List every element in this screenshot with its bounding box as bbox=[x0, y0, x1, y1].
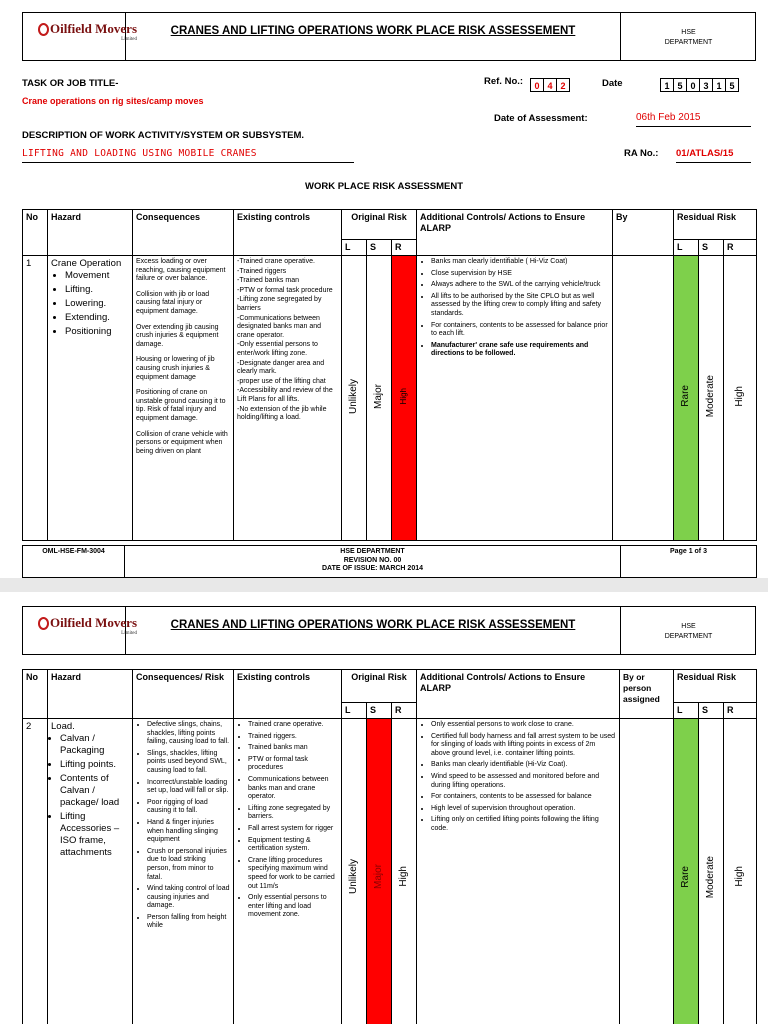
by-cell bbox=[613, 256, 674, 541]
col-hazard: Hazard bbox=[48, 210, 133, 256]
page-number: Page 1 of 3 bbox=[621, 546, 757, 578]
assessment-date-value: 06th Feb 2015 bbox=[636, 112, 751, 127]
res-l-header: L bbox=[674, 703, 699, 719]
orig-severity-major: Major bbox=[367, 719, 392, 1024]
orig-l-header: L bbox=[342, 240, 367, 256]
col-consequences: Consequences bbox=[133, 210, 234, 256]
res-l-header: L bbox=[674, 240, 699, 256]
col-by: By bbox=[613, 210, 674, 256]
table-row bbox=[23, 719, 757, 1024]
consequences-cell: • Defective slings, chains, shackles, lifting points failing, causing load to fall. • Slings, shackles, lifting points used beyond SWL, causing load to fall. • Incorrect/unstable loading set up, load will fall or slip. • Poor rigging of load causing it to fall. • Hand & finger injuries when handling slinging equipment • Crush or personal injuries due to load striking person, from minor to fatal. • Wind taking control of load causing injuries and damage. • Person falling from height while bbox=[133, 719, 234, 1024]
col-additional-controls: Additional Controls/ Actions to Ensure ALARP bbox=[417, 670, 620, 719]
ref-label: Ref. No.: bbox=[484, 76, 524, 87]
document-title: CRANES AND LIFTING OPERATIONS WORK PLACE RISK ASSESSEMENT bbox=[170, 25, 576, 37]
orig-risk-high: High bbox=[392, 256, 417, 541]
ref-number: 0 4 2 bbox=[530, 76, 569, 94]
col-additional-controls: Additional Controls/ Actions to Ensure ALARP bbox=[417, 210, 613, 256]
orig-l-header: L bbox=[342, 703, 367, 719]
orig-risk: High bbox=[392, 719, 417, 1024]
col-consequences-risk: Consequences/ Risk bbox=[133, 670, 234, 719]
task-label: TASK OR JOB TITLE- bbox=[22, 78, 119, 89]
orig-r-header: R bbox=[392, 703, 417, 719]
form-number: OML-HSE-FM-3004 bbox=[23, 546, 125, 578]
dept-label: HSE DEPARTMENT bbox=[664, 623, 713, 640]
task-value: Crane operations on rig sites/camp moves bbox=[22, 96, 204, 106]
risk-table-1 bbox=[22, 209, 757, 541]
footer-center: HSE DEPARTMENT REVISION NO. 00 DATE OF ISSUE: MARCH 2014 bbox=[125, 546, 621, 578]
additional-controls-cell: • Only essential persons to work close to crane. • Certified full body harness and fall arrest system to be used for slinging of loads with lifting points in excess of 2m above ground level, i.e. container lifting points. • Banks man clearly identifiable (Hi-Viz Coat). • Wind speed to be assessed and monitored before and during lifting operations. • For containers, contents to be assessed for balance • High level of supervision throughout operation. • Lifting only on certified lifting points following the lifting code. bbox=[417, 719, 620, 1024]
desc-value: LIFTING AND LOADING USING MOBILE CRANES bbox=[22, 148, 354, 163]
table-row bbox=[23, 256, 757, 541]
orig-r-header: R bbox=[392, 240, 417, 256]
row-number: 1 bbox=[23, 256, 48, 541]
by-cell bbox=[620, 719, 674, 1024]
res-severity: Moderate bbox=[699, 719, 724, 1024]
ra-value: 01/ATLAS/15 bbox=[676, 148, 751, 163]
orig-likelihood: Unlikely bbox=[342, 719, 367, 1024]
date-label: Date bbox=[602, 78, 623, 89]
res-risk: High bbox=[724, 256, 757, 541]
res-severity: Moderate bbox=[699, 256, 724, 541]
col-residual-risk: Residual Risk bbox=[674, 670, 757, 703]
col-no: No bbox=[23, 670, 48, 719]
controls-cell: -Trained crane operative. -Trained riggers -Trained banks man -PTW or formal task procedure -Lifting zone segregated by barriers -Communications between designated banks man and crane operator. -Only essential persons to enter/work lifting zone. -Designate danger area and clearly mark. -proper use of the lifting chat -Accessibility and review of the Lift Plans for all lifts. -No extension of the jib while holding/lifting a load. bbox=[234, 256, 342, 541]
risk-table-2 bbox=[22, 669, 757, 1024]
hazard-cell: Crane Operation • Movement • Lifting. • Lowering. • Extending. • Positioning bbox=[48, 256, 133, 541]
res-s-header: S bbox=[699, 240, 724, 256]
section-title: WORK PLACE RISK ASSESSMENT bbox=[305, 181, 463, 192]
col-hazard: Hazard bbox=[48, 670, 133, 719]
col-residual-risk: Residual Risk bbox=[674, 210, 757, 240]
page-2 bbox=[0, 592, 768, 1024]
controls-cell: • Trained crane operative. • Trained riggers. • Trained banks man • PTW or formal task procedures • Communications between banks man and crane operator. • Lifting zone segregated by barriers. • Fall arrest system for rigger • Equipment testing & certification system. • Crane lifting procedures specifying maximum wind speed for work to be carried out 11m/s • Only essential persons to enter lifting and load movement zone. bbox=[234, 719, 342, 1024]
row-number: 2 bbox=[23, 719, 48, 1024]
col-original-risk: Original Risk bbox=[342, 210, 417, 240]
orig-s-header: S bbox=[367, 240, 392, 256]
col-by-person: By or person assigned bbox=[620, 670, 674, 719]
col-original-risk: Original Risk bbox=[342, 670, 417, 703]
orig-likelihood: Unlikely bbox=[342, 256, 367, 541]
res-likelihood: Rare bbox=[674, 719, 699, 1024]
hazard-cell: Load. • Calvan / Packaging • Lifting points. • Contents of Calvan / package/ load • Lifting Accessories – ISO frame, attachments bbox=[48, 719, 133, 1024]
res-s-header: S bbox=[699, 703, 724, 719]
col-existing-controls: Existing controls bbox=[234, 670, 342, 719]
additional-controls-cell: • Banks man clearly identifiable ( Hi-Viz Coat) • Close supervision by HSE • Always adhere to the SWL of the carrying vehicle/truck • All lifts to be authorised by the Site CPLO but as well assessed by the lifting crew to comply lifting and safety standards. • For containers, contents to be assessed for balance prior to each lift. • Manufacturer' crane safe use requirements and directions to be followed. bbox=[417, 256, 613, 541]
col-existing-controls: Existing controls bbox=[234, 210, 342, 256]
ra-label: RA No.: bbox=[624, 148, 659, 159]
res-likelihood: Rare bbox=[674, 256, 699, 541]
col-no: No bbox=[23, 210, 48, 256]
consequences-cell: Excess loading or over reaching, causing equipment failure or over balance. Collision with jib or load causing fatal injury or equipment damage. Over extending jib causing crush injuries & equipment damage. Housing or lowering of jib causing crush injuries & equipment damage Positioning of crane on unstable ground causing it to tip. Risk of fatal injury and equipment damage. Collision of crane vehicle with persons or equipment when being driven on plant bbox=[133, 256, 234, 541]
assessment-date-label: Date of Assessment: bbox=[494, 113, 588, 124]
orig-severity: Major bbox=[367, 256, 392, 541]
date-digits: 1 5 0 3 1 5 bbox=[660, 76, 738, 94]
res-risk: High bbox=[724, 719, 757, 1024]
page-footer bbox=[22, 545, 757, 578]
res-r-header: R bbox=[724, 703, 757, 719]
company-logo: Oilfield Movers Limited bbox=[38, 615, 137, 636]
logo-ring-icon bbox=[38, 617, 49, 630]
desc-label: DESCRIPTION OF WORK ACTIVITY/SYSTEM OR SUBSYSTEM. bbox=[22, 130, 305, 141]
orig-s-header: S bbox=[367, 703, 392, 719]
res-r-header: R bbox=[724, 240, 757, 256]
dept-label: HSE DEPARTMENT bbox=[664, 29, 713, 46]
company-logo: Oilfield Movers Limited bbox=[38, 21, 137, 42]
logo-ring-icon bbox=[38, 23, 49, 36]
document-title: CRANES AND LIFTING OPERATIONS WORK PLACE RISK ASSESSEMENT bbox=[170, 619, 576, 631]
